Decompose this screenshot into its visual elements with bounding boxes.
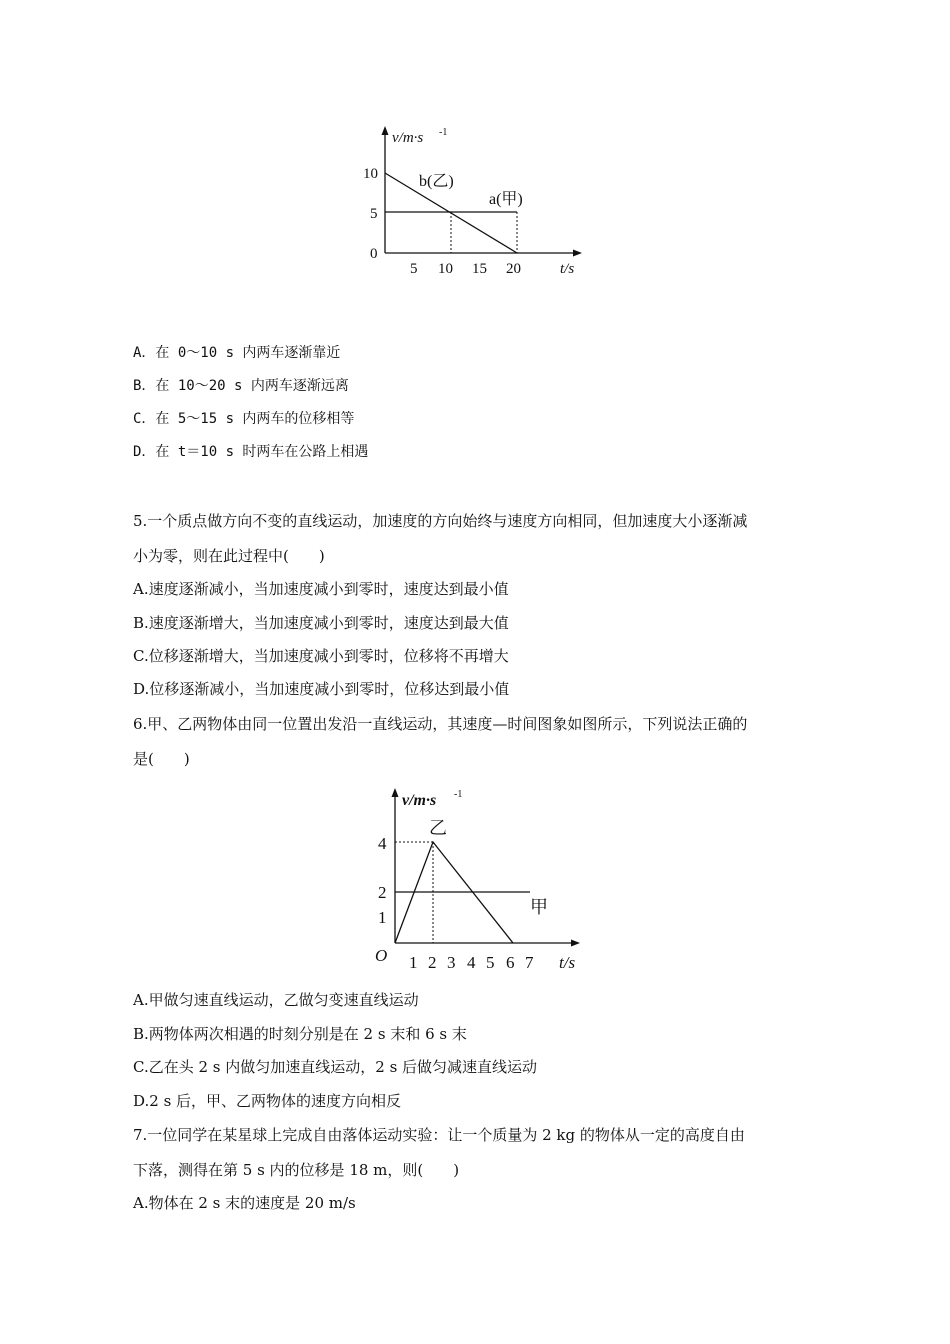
q4-option-a: A．在 0～10 s 内两车逐渐靠近 — [133, 345, 341, 361]
fig1-y-label-exp: -1 — [439, 127, 448, 138]
fig1-xtick-20: 20 — [506, 261, 521, 277]
fig2-y-arrow — [392, 788, 399, 797]
figure-2-vt-graph — [365, 780, 595, 975]
q5-option-c: C.位移逐渐增大，当加速度减小到零时，位移将不再增大 — [133, 647, 509, 665]
q6-option-d: D.2 s 后，甲、乙两物体的速度方向相反 — [133, 1092, 402, 1110]
q5-option-a: A.速度逐渐减小，当加速度减小到零时，速度达到最小值 — [133, 580, 509, 598]
fig2-xtick-6: 6 — [506, 953, 515, 972]
fig1-label-b: b(乙) — [419, 173, 454, 190]
fig2-xtick-7: 7 — [525, 953, 534, 972]
q6-stem-line2: 是( ) — [133, 750, 190, 768]
fig2-xtick-4: 4 — [467, 953, 476, 972]
fig2-xtick-3: 3 — [447, 953, 456, 972]
fig2-xtick-2: 2 — [428, 953, 437, 972]
fig1-ytick-0: 0 — [370, 246, 378, 262]
figure-1-vt-graph — [355, 120, 595, 280]
q5-option-d: D.位移逐渐减小，当加速度减小到零时，位移达到最小值 — [133, 680, 510, 698]
fig1-xtick-10: 10 — [438, 261, 453, 277]
fig2-x-label: t/s — [559, 953, 576, 972]
fig1-y-arrow — [382, 126, 389, 135]
fig2-ytick-4: 4 — [378, 834, 387, 853]
fig2-ytick-1: 1 — [378, 908, 387, 927]
fig1-label-a: a(甲) — [489, 191, 523, 208]
fig2-ytick-2: 2 — [378, 883, 387, 902]
fig1-x-arrow — [573, 250, 582, 257]
fig1-y-label: v/m·s — [392, 130, 424, 146]
q4-option-c: C．在 5～15 s 内两车的位移相等 — [133, 411, 355, 427]
fig1-ytick-5: 5 — [370, 206, 378, 222]
q5-stem-line2: 小为零，则在此过程中( ) — [133, 547, 325, 565]
q4-option-b: B．在 10～20 s 内两车逐渐远离 — [133, 378, 349, 394]
q6-option-a: A.甲做匀速直线运动，乙做匀变速直线运动 — [133, 991, 419, 1009]
q5-stem-line1: 5.一个质点做方向不变的直线运动，加速度的方向始终与速度方向相同，但加速度大小逐渐减 — [133, 512, 748, 530]
fig1-x-label: t/s — [560, 261, 575, 277]
q6-option-c: C.乙在头 2 s 内做匀加速直线运动，2 s 后做匀减速直线运动 — [133, 1058, 538, 1076]
q7-stem-line1: 7.一位同学在某星球上完成自由落体运动实验：让一个质量为 2 kg 的物体从一定的高度自由 — [133, 1126, 745, 1144]
q5-option-b: B.速度逐渐增大，当加速度减小到零时，速度达到最大值 — [133, 614, 509, 632]
q6-option-b: B.两物体两次相遇的时刻分别是在 2 s 末和 6 s 末 — [133, 1025, 467, 1043]
fig2-y-label-exp: -1 — [454, 789, 463, 800]
fig2-xtick-5: 5 — [486, 953, 495, 972]
fig1-xtick-15: 15 — [472, 261, 487, 277]
fig2-label-jia: 甲 — [530, 897, 548, 917]
fig2-xtick-1: 1 — [409, 953, 418, 972]
fig2-origin: O — [375, 946, 388, 965]
fig2-x-arrow — [571, 940, 580, 947]
fig2-y-label: v/m·s — [402, 792, 437, 809]
fig1-ytick-10: 10 — [363, 166, 378, 182]
q6-stem-line1: 6.甲、乙两物体由同一位置出发沿一直线运动，其速度—时间图象如图所示，下列说法正确的 — [133, 715, 748, 733]
fig2-label-yi: 乙 — [429, 818, 447, 838]
q4-option-d: D．在 t＝10 s 时两车在公路上相遇 — [133, 444, 369, 460]
fig1-xtick-5: 5 — [410, 261, 418, 277]
q7-stem-line2: 下落，测得在第 5 s 内的位移是 18 m，则( ) — [133, 1161, 460, 1179]
q7-option-a: A.物体在 2 s 末的速度是 20 m/s — [133, 1194, 356, 1212]
